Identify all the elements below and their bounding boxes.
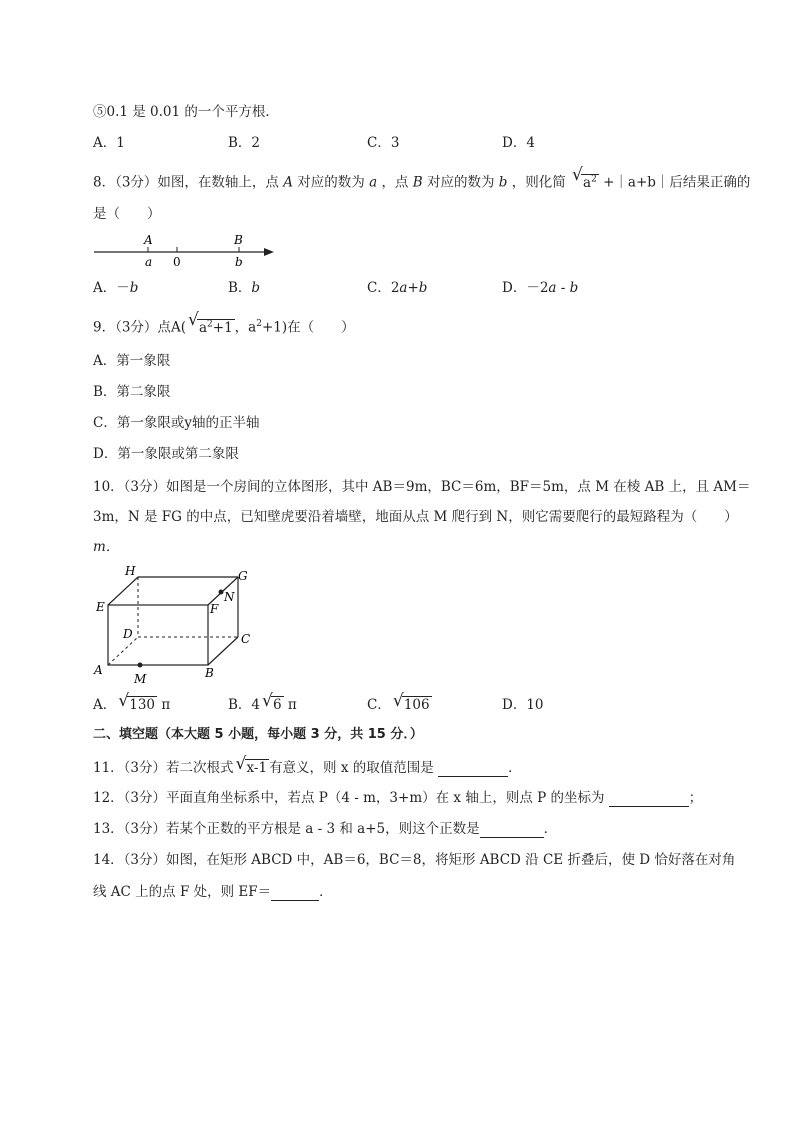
q10-line-1: 10．（3分）如图是一个房间的立体图形，其中 AB＝9m，BC＝6m，BF＝5m，点 M 在棱 AB 上，且 AM＝ — [93, 479, 751, 495]
q7-option-a[interactable]: A．1 — [93, 135, 125, 151]
q10-option-b[interactable]: B．4 √ 6 π — [228, 691, 297, 713]
q13-stem: 13．（3分）若某个正数的平方根是 a - 3 和 a+5，则这个正数是 ． — [93, 821, 558, 837]
label-h: H — [125, 564, 136, 578]
edge-bc — [208, 637, 238, 665]
label-point-a: A — [144, 233, 153, 247]
label-zero: 0 — [173, 255, 181, 269]
q13-answer-blank[interactable] — [480, 823, 544, 838]
q7-option-d[interactable]: D．4 — [502, 135, 535, 151]
statement-5: ⑤0.1 是 0.01 的一个平方根． — [93, 104, 279, 120]
q14-line-2: 线 AC 上的点 F 处，则 EF＝ ． — [93, 884, 333, 900]
label-var-a: a — [145, 255, 153, 269]
section-2-heading: 二、填空题（本大题 5 小题，每小题 3 分，共 15 分．） — [93, 727, 423, 742]
q8-option-d[interactable]: D．－2a - b — [502, 280, 579, 296]
q8-option-b[interactable]: B．b — [228, 280, 261, 296]
sqrt-x-minus-1: √ x-1 — [235, 754, 268, 776]
label-var-b: b — [235, 255, 243, 269]
q12-answer-blank[interactable] — [609, 792, 689, 807]
q9-option-c[interactable]: C．第一象限或y轴的正半轴 — [93, 415, 260, 431]
number-line-arrow — [264, 248, 274, 256]
number-line-figure — [90, 230, 290, 270]
q10-option-a[interactable]: A． √ 130 π — [93, 691, 171, 713]
q8-option-c[interactable]: C．2a+b — [367, 280, 428, 296]
label-n: N — [224, 590, 235, 604]
edge-ad-hidden — [108, 637, 138, 665]
label-g: G — [238, 569, 248, 583]
label-b: B — [205, 666, 214, 680]
sqrt-a-squared: √ $a^2$ — [572, 165, 597, 191]
q8-line-1: 8．（3分）如图，在数轴上，点 A 对应的数为 a ，点 B 对应的数为 b ，则化简 √ $a^2$ +｜a+b｜后结果正确的 — [93, 165, 751, 191]
q11-answer-blank[interactable] — [438, 762, 508, 777]
q8-line-2: 是（ ） — [93, 206, 161, 222]
edge-eh — [108, 577, 138, 605]
q14-answer-blank[interactable] — [271, 886, 319, 901]
label-m: M — [134, 672, 147, 686]
q10-option-c[interactable]: C． √ 106 — [367, 691, 430, 713]
q9-stem: 9．（3分）点A( √ $a^2+1$ ，$a^2+1$)在（ ） — [93, 310, 355, 336]
label-a: A — [94, 663, 103, 677]
label-point-b: B — [234, 233, 243, 247]
label-f: F — [210, 602, 219, 616]
sqrt-a2-plus-1: √ $a^2+1$ — [187, 310, 233, 336]
q10-line-3: m． — [93, 539, 120, 555]
q9-option-d[interactable]: D．第一象限或第二象限 — [93, 446, 239, 462]
q11-stem: 11．（3分）若二次根式 √ x-1 有意义，则 x 的取值范围是 ． — [93, 754, 522, 776]
q7-option-b[interactable]: B．2 — [228, 135, 261, 151]
q12-stem: 12．（3分）平面直角坐标系中，若点 P（4 - m，3+m）在 x 轴上，则点 P 的坐标为 ； — [93, 790, 703, 806]
point-m — [138, 663, 143, 668]
label-d: D — [123, 627, 133, 641]
q8-option-a[interactable]: A．－b — [93, 280, 139, 296]
label-e: E — [96, 600, 105, 614]
q10-option-d[interactable]: D．10 — [502, 697, 544, 713]
q7-option-c[interactable]: C．3 — [367, 135, 400, 151]
q10-line-2: 3m，N 是 FG 的中点，已知壁虎要沿着墙壁，地面从点 M 爬行到 N，则它需要爬行的最短路程为（ ） — [93, 509, 738, 525]
point-n — [219, 590, 224, 595]
q14-line-1: 14．（3分）如图，在矩形 ABCD 中，AB＝6，BC＝8，将矩形 ABCD 沿 CE 折叠后，使 D 恰好落在对角 — [93, 852, 736, 868]
q9-option-b[interactable]: B．第二象限 — [93, 384, 171, 400]
label-c: C — [241, 632, 251, 646]
cuboid-figure — [88, 563, 268, 688]
q9-option-a[interactable]: A．第一象限 — [93, 353, 171, 369]
